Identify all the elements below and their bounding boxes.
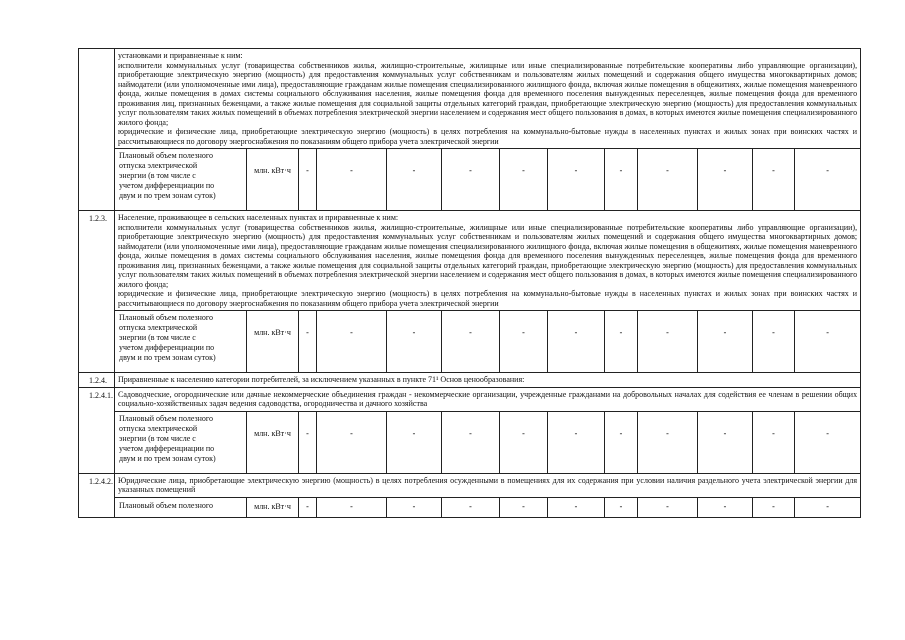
value-cell: - xyxy=(698,497,753,517)
value-cell: - xyxy=(387,497,442,517)
tariff-table xyxy=(78,48,861,518)
section-description: Юридические лица, приобретающие электрическую энергию (мощность) в целях потребления осужденными в помещениях для их содержания при условии наличия раздельного учета электрической энергии для указанных помещений xyxy=(115,473,861,497)
section-number: 1.2.3. xyxy=(79,211,115,373)
value-cell: - xyxy=(442,149,500,211)
row-label: Плановый объем полезного отпуска электрической энергии (в том числе с учетом дифференциации по двум и по трем зонам суток) xyxy=(115,411,247,473)
unit-cell: млн. кВт·ч xyxy=(247,149,299,211)
value-cell: - xyxy=(638,497,698,517)
section-number xyxy=(79,49,115,211)
section-row xyxy=(79,49,861,149)
value-cell: - xyxy=(753,411,795,473)
section-row xyxy=(79,387,861,411)
value-cell: - xyxy=(795,497,861,517)
section-description: Население, проживающее в сельских населенных пунктах и приравненные к ним: исполнители коммунальных услуг (товарищества собственников жилья, жилищно-строительные, жилищные или иные специализированные потребительские кооперативы либо управляющие организации), приобретающие электрическую энергию (мощность) для предоставления коммунальных услуг собственникам и пользователям жилых помещений и содержания общего имущества многоквартирных домов; наймодатели (или уполномоченные ими лица), предоставляющие гражданам жилые помещения специализированного жилищного фонда, включая жилые помещения в общежитиях, жилые помещения маневренного фонда, жилые помещения в домах системы социального обслуживания населения, жилые помещения фонда для временного поселения вынужденных переселенцев, жилые помещения фонда для временного проживания лиц, признанных беженцами, а также жилые помещения для социальной защиты отдельных категорий граждан, приобретающие электрическую энергию (мощность) для предоставления коммунальных услуг пользователям таких жилых помещений в объемах потребления электрической энергии населением и содержания мест общего пользования в домах, в которых имеются жилые помещения специализированного жилого фонда; юридические и физические лица, приобретающие электрическую энергию (мощность) в целях потребления на коммунально-бытовые нужды в населенных пунктах и жилых зонах при воинских частях и рассчитывающиеся по договору энергоснабжения по показаниям общего прибора учета электрической энергии xyxy=(115,211,861,311)
value-cell: - xyxy=(442,311,500,373)
row-label: Плановый объем полезного отпуска электрической энергии (в том числе с учетом дифференциации по двум и по трем зонам суток) xyxy=(115,149,247,211)
value-cell: - xyxy=(500,497,548,517)
value-cell: - xyxy=(753,311,795,373)
unit-cell: млн. кВт·ч xyxy=(247,411,299,473)
value-cell: - xyxy=(387,311,442,373)
value-cell: - xyxy=(299,149,317,211)
value-cell: - xyxy=(500,411,548,473)
value-cell: - xyxy=(753,149,795,211)
value-cell: - xyxy=(795,149,861,211)
value-cell: - xyxy=(605,311,638,373)
section-description: установками и приравненные к ним: исполнители коммунальных услуг (товарищества собственников жилья, жилищно-строительные, жилищные или иные специализированные потребительские кооперативы либо управляющие организации), приобретающие электрическую энергию (мощность) для предоставления коммунальных услуг собственникам и пользователям жилых помещений и содержания общего имущества многоквартирных домов; наймодатели (или уполномоченные ими лица), предоставляющие гражданам жилые помещения специализированного жилищного фонда, включая жилые помещения в общежитиях, жилые помещения маневренного фонда, жилые помещения в домах системы социального обслуживания населения, жилые помещения фонда для временного поселения вынужденных переселенцев, жилые помещения фонда для временного проживания лиц, признанных беженцами, а также жилые помещения для социальной защиты отдельных категорий граждан, приобретающие электрическую энергию (мощность) для предоставления коммунальных услуг пользователям таких жилых помещений в объемах потребления электрической энергии населением и содержания мест общего пользования в домах, в которых имеются жилые помещения специализированного жилого фонда; юридические и физические лица, приобретающие электрическую энергию (мощность) в целях потребления на коммунально-бытовые нужды в населенных пунктах и жилых зонах при воинских частях и рассчитывающиеся по договору энергоснабжения по показаниям общего прибора учета электрической энергии xyxy=(115,49,861,149)
value-cell: - xyxy=(548,411,605,473)
value-cell: - xyxy=(638,311,698,373)
value-cell: - xyxy=(753,497,795,517)
section-number: 1.2.4. xyxy=(79,373,115,388)
section-row xyxy=(79,373,861,388)
data-row xyxy=(79,311,861,373)
value-cell: - xyxy=(317,149,387,211)
value-cell: - xyxy=(387,149,442,211)
row-label: Плановый объем полезного xyxy=(115,497,247,517)
data-row xyxy=(79,497,861,517)
value-cell: - xyxy=(605,497,638,517)
row-label: Плановый объем полезного отпуска электрической энергии (в том числе с учетом дифференциации по двум и по трем зонам суток) xyxy=(115,311,247,373)
value-cell: - xyxy=(698,149,753,211)
value-cell: - xyxy=(638,411,698,473)
value-cell: - xyxy=(317,411,387,473)
value-cell: - xyxy=(317,497,387,517)
section-row xyxy=(79,473,861,497)
value-cell: - xyxy=(795,411,861,473)
value-cell: - xyxy=(500,311,548,373)
value-cell: - xyxy=(548,311,605,373)
value-cell: - xyxy=(605,149,638,211)
section-description: Садоводческие, огороднические или дачные некоммерческие объединения граждан - некоммерческие организации, учрежденные гражданами на добровольных началах для содействия ее членам в решении общих социально-хозяйственных задач ведения садоводства, огородничества и дачного хозяйства xyxy=(115,387,861,411)
value-cell: - xyxy=(548,497,605,517)
value-cell: - xyxy=(638,149,698,211)
value-cell: - xyxy=(442,411,500,473)
section-row xyxy=(79,211,861,311)
value-cell: - xyxy=(698,411,753,473)
value-cell: - xyxy=(299,411,317,473)
value-cell: - xyxy=(698,311,753,373)
value-cell: - xyxy=(548,149,605,211)
value-cell: - xyxy=(605,411,638,473)
value-cell: - xyxy=(299,311,317,373)
value-cell: - xyxy=(299,497,317,517)
unit-cell: млн. кВт·ч xyxy=(247,497,299,517)
value-cell: - xyxy=(500,149,548,211)
data-row xyxy=(79,149,861,211)
data-row xyxy=(79,411,861,473)
document-page xyxy=(78,48,860,518)
unit-cell: млн. кВт·ч xyxy=(247,311,299,373)
section-number: 1.2.4.1. xyxy=(79,387,115,473)
value-cell: - xyxy=(795,311,861,373)
section-number: 1.2.4.2. xyxy=(79,473,115,517)
value-cell: - xyxy=(387,411,442,473)
value-cell: - xyxy=(442,497,500,517)
value-cell: - xyxy=(317,311,387,373)
section-description: Приравненные к населению категории потребителей, за исключением указанных в пункте 71¹ Основ ценообразования: xyxy=(115,373,861,388)
